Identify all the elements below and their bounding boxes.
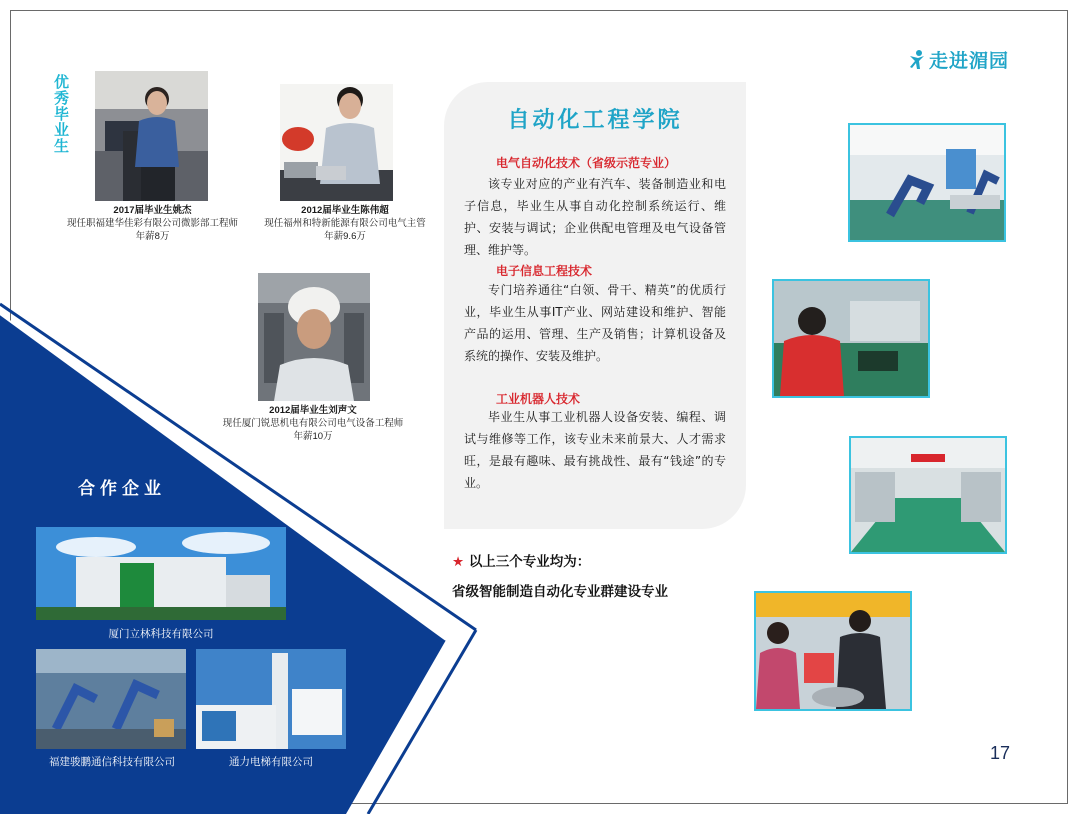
graduate-caption-3 bbox=[200, 404, 426, 443]
graduate-salary: 年薪10万 bbox=[293, 431, 333, 442]
major-heading-electronic: 电子信息工程技术 bbox=[496, 264, 593, 278]
graduate-name: 2012届毕业生刘声文 bbox=[269, 405, 357, 416]
partner-name-3: 通力电梯有限公司 bbox=[229, 756, 313, 768]
highlight-line-2: 省级智能制造自动化专业群建设专业 bbox=[452, 584, 668, 600]
star-icon: ★ bbox=[452, 554, 465, 570]
graduate-salary: 年薪8万 bbox=[135, 231, 170, 242]
graduate-caption-1 bbox=[50, 204, 255, 243]
page-number: 17 bbox=[990, 743, 1011, 763]
electronics-lab-photo bbox=[772, 279, 930, 398]
partner-name-1: 厦门立林科技有限公司 bbox=[108, 628, 214, 640]
factory-floor-photo bbox=[849, 436, 1007, 554]
major-body-robotics: 毕业生从事工业机器人设备安装、编程、调试与维修等工作，该专业未来前景大、人才需求旺，是最有趣味、最有挑战性、最有“钱途”的专业。 bbox=[464, 410, 726, 490]
major-body-electronic: 专门培养通往“白领、骨干、精英”的优质行业，毕业生从事IT产业、网站建设和维护、智能产品的运用、管理、生产及销售；计算机设备及系统的操作、安装及维护。 bbox=[464, 283, 726, 363]
graduate-caption-2 bbox=[250, 204, 440, 243]
logo-text: 走进湄园 bbox=[929, 50, 1010, 72]
partner-name-2: 福建骏鹏通信科技有限公司 bbox=[49, 756, 175, 768]
robot-workshop-photo bbox=[848, 123, 1006, 242]
student-activity-photo bbox=[754, 591, 912, 711]
graduate-photo-3 bbox=[258, 273, 370, 401]
college-title: 自动化工程学院 bbox=[507, 107, 683, 133]
major-body-electrical: 该专业对应的产业有汽车、装备制造业和电子信息，毕业生从事自动化控制系统运行、维护、安装与调试；企业供配电管理及电气设备管理、维护等。 bbox=[464, 177, 726, 257]
graduate-title: 现任职福建华佳彩有限公司微影部工程师 bbox=[66, 218, 238, 229]
highlight-text-1: 以上三个专业均为： bbox=[468, 554, 591, 570]
school-logo bbox=[908, 46, 1009, 73]
graduate-photo-1 bbox=[95, 71, 208, 201]
partners-title: 合作企业 bbox=[78, 479, 166, 499]
partner-photo-1 bbox=[36, 527, 286, 620]
partner-photo-2 bbox=[36, 649, 186, 749]
major-heading-robotics: 工业机器人技术 bbox=[496, 392, 581, 406]
graduate-name: 2012届毕业生陈伟超 bbox=[301, 205, 389, 216]
partner-photo-3 bbox=[196, 649, 346, 749]
graduate-salary: 年薪9.6万 bbox=[324, 231, 366, 242]
graduate-name: 2017届毕业生姚杰 bbox=[113, 205, 192, 216]
person-figure-icon bbox=[908, 49, 926, 71]
major-heading-electrical: 电气自动化技术（省级示范专业） bbox=[496, 156, 677, 170]
graduate-photo-2 bbox=[280, 84, 393, 201]
highlight-line-1 bbox=[452, 550, 590, 570]
graduate-title: 现任福州和特新能源有限公司电气主管 bbox=[264, 218, 426, 229]
graduates-heading: 优秀毕业生 bbox=[52, 74, 70, 154]
graduate-title: 现任厦门锐思机电有限公司电气设备工程师 bbox=[222, 418, 404, 429]
